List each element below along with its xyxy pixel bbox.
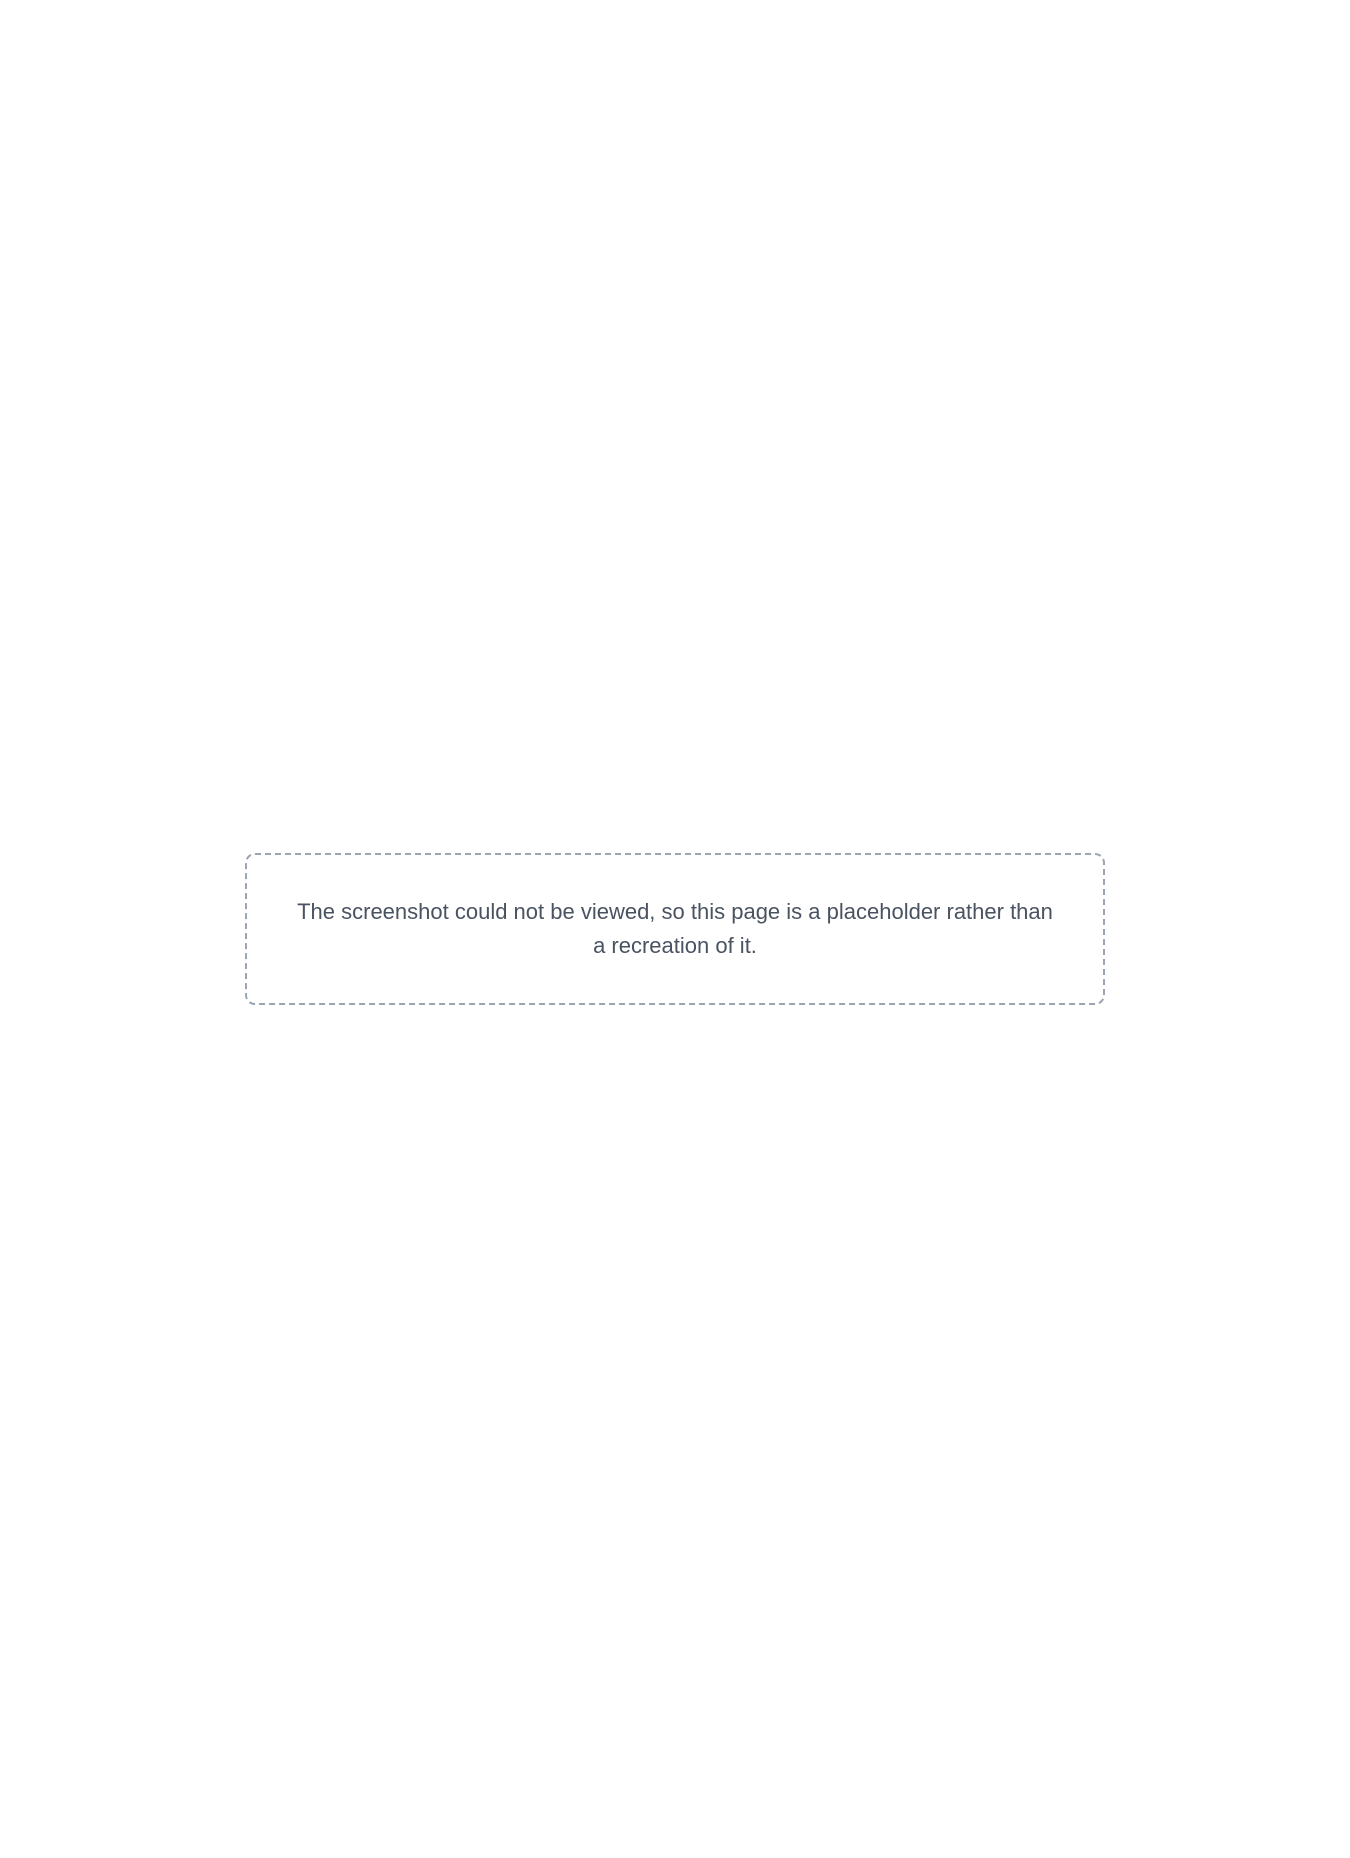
placeholder-notice: The screenshot could not be viewed, so this page is a placeholder rather than a recreation of it. <box>245 853 1105 1005</box>
